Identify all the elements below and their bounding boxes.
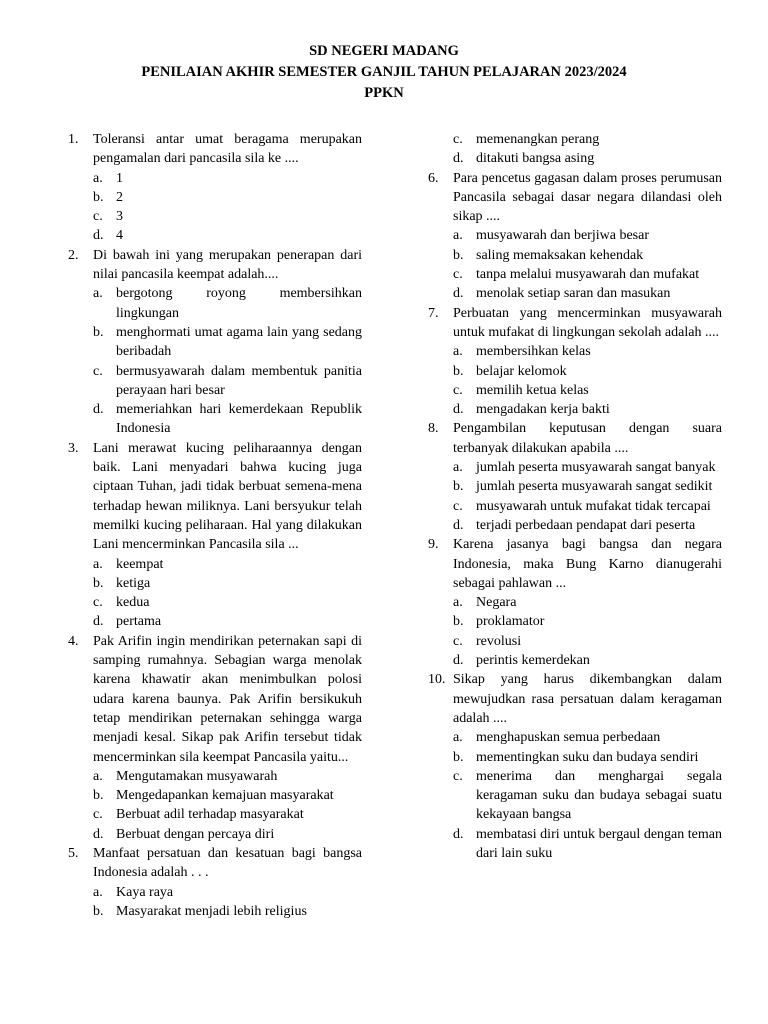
question-text: Para pencetus gagasan dalam proses perumusan Pancasila sebagai dasar negara dilandasi oleh sikap .... [453,170,722,225]
option-text: revolusi [476,633,522,649]
option-letter: b. [453,614,464,630]
answer-option [428,825,722,864]
question-number: 3. [68,440,79,456]
answer-option [428,265,722,284]
question-text: Perbuatan yang mencerminkan musyawarah untuk mufakat di lingkungan sekolah adalah .... [453,305,722,340]
option-text: keempat [116,556,164,572]
option-text: 3 [116,209,123,225]
option-letter: d. [93,402,104,418]
option-text: musyawarah dan berjiwa besar [476,228,649,244]
option-letter: c. [453,768,463,784]
answer-option [428,748,722,767]
option-letter: c. [93,363,103,379]
option-letter: c. [453,498,463,514]
option-text: Kaya raya [116,884,174,900]
left-column [68,130,362,921]
option-letter: b. [453,749,464,765]
answer-option [428,362,722,381]
option-letter: a. [453,344,463,360]
option-text: perintis kemerdekan [476,653,590,669]
option-text: memilih ketua kelas [476,382,589,398]
option-letter: c. [93,595,103,611]
answer-option [68,825,362,844]
answer-option [428,651,722,670]
answer-option [428,593,722,612]
option-text: musyawarah untuk mufakat tidak tercapai [476,498,711,514]
option-letter: c. [453,132,463,147]
question-text: Karena jasanya bagi bangsa dan negara Indonesia, maka Bung Karno dianugerahi sebagai pahlawan ... [453,537,722,591]
option-letter: a. [93,286,103,302]
right-column [428,130,722,863]
answer-option [428,728,722,747]
option-text: membersihkan kelas [476,344,591,360]
question-number: 2. [68,247,79,263]
answer-option [68,207,362,226]
answer-option [68,805,362,824]
option-letter: c. [93,209,103,225]
answer-option [68,883,362,902]
option-letter: a. [93,884,103,900]
option-text: Berbuat dengan percaya diri [116,826,275,842]
subject-title: PPKN [364,85,404,101]
answer-option [428,516,722,535]
option-text: Mengedapankan kemajuan masyarakat [116,788,334,804]
option-text: Negara [476,595,517,611]
option-letter: a. [453,460,463,476]
option-letter: b. [453,363,464,379]
option-text: Mengutamakan musyawarah [116,768,278,784]
option-text: 4 [116,228,123,244]
option-text: mengadakan kerja bakti [476,402,610,418]
question-text: Sikap yang harus dikembangkan dalam mewujudkan rasa persatuan dalam keragaman adalah .... [453,672,722,726]
answer-option [68,284,362,323]
option-letter: d. [453,286,464,302]
option-text: menolak setiap saran dan masukan [476,286,671,302]
option-letter: d. [453,402,464,418]
option-text: memenangkan perang [476,132,600,147]
answer-option [68,226,362,245]
answer-option [428,284,722,303]
option-letter: d. [453,826,464,842]
answer-option [68,574,362,593]
question [428,169,722,227]
question [68,844,362,883]
answer-option [68,400,362,439]
option-letter: d. [93,614,104,630]
option-text: bermusyawarah dalam membentuk panitia perayaan hari besar [116,363,362,398]
option-text: terjadi perbedaan pendapat dari peserta [476,517,696,533]
answer-option [68,362,362,401]
answer-option [428,477,722,496]
question [428,670,722,728]
option-text: Berbuat adil terhadap masyarakat [116,807,304,823]
answer-option [68,593,362,612]
option-text: menghormati umat agama lain yang sedang beribadah [116,324,362,360]
question-text: Manfaat persatuan dan kesatuan bagi bangsa Indonesia adalah . . . [93,845,362,881]
answer-option [428,246,722,265]
option-text: ketiga [116,575,151,591]
question [428,304,722,343]
answer-option [428,632,722,651]
question-text: Lani merawat kucing peliharaannya dengan baik. Lani menyadari bahwa kucing juga ciptaan Tuhan, jadi tidak berbuat semena-mena terhadap hewan miliknya. Lani bersyukur telah memilki kucing peliharaan. Hal yang dilakukan Lani mencerminkan Pancasila sila ... [93,440,362,553]
option-letter: d. [453,151,464,167]
answer-option [68,612,362,631]
answer-option [428,400,722,419]
option-letter: a. [93,768,103,784]
option-letter: a. [93,170,103,186]
question [68,439,362,555]
answer-option [428,226,722,245]
option-letter: a. [453,228,463,244]
option-letter: d. [453,517,464,533]
answer-option [428,767,722,825]
answer-option [428,130,722,149]
option-letter: b. [93,788,104,804]
question-number: 4. [68,633,79,649]
answer-option [428,458,722,477]
question-number: 6. [428,170,439,186]
question-text: Pengambilan keputusan dengan suara terbanyak dilakukan apabila .... [453,421,722,456]
option-text: tanpa melalui musyawarah dan mufakat [476,267,700,283]
option-text: menghapuskan semua perbedaan [476,730,661,746]
answer-option [428,497,722,516]
exam-title: PENILAIAN AKHIR SEMESTER GANJIL TAHUN PELAJARAN 2023/2024 [141,64,627,80]
question-text: Pak Arifin ingin mendirikan peternakan sapi di samping rumahnya. Sebagian warga menolak karena khawatir akan menimbulkan polosi udara karena baunya. Pak Arifin bersikukuh tetap mendirikan peternakan sehingga warga menjadi kesal. Sikap pak Arifin tersebut tidak mencerminkan sila keempat Pancasila yaitu... [93,633,362,765]
option-letter: a. [453,595,463,611]
option-letter: b. [93,575,104,591]
option-text: mementingkan suku dan budaya sendiri [476,749,699,765]
question-text: Di bawah ini yang merupakan penerapan dari nilai pancasila keempat adalah.... [93,247,362,283]
option-letter: b. [93,324,104,340]
option-text: memeriahkan hari kemerdekaan Republik Indonesia [116,402,362,437]
option-text: membatasi diri untuk bergaul dengan teman dari lain suku [476,826,722,861]
question [68,130,362,169]
school-name: SD NEGERI MADANG [309,43,459,59]
option-letter: b. [453,479,464,495]
question [428,419,722,458]
option-text: jumlah peserta musyawarah sangat sedikit [476,479,713,495]
answer-option [68,555,362,574]
option-letter: b. [93,903,104,919]
option-letter: d. [93,228,104,244]
option-text: belajar kelomok [476,363,567,379]
question-number: 7. [428,305,439,321]
question-number: 1. [68,132,79,147]
page-header [0,41,768,104]
question [68,246,362,285]
answer-option [428,342,722,361]
question-number: 10. [428,672,446,688]
option-text: jumlah peserta musyawarah sangat banyak [476,460,716,476]
option-text: pertama [116,614,162,630]
answer-option [68,786,362,805]
option-letter: b. [93,189,104,205]
option-text: Masyarakat menjadi lebih religius [116,903,307,919]
option-letter: c. [93,807,103,823]
option-letter: c. [453,633,463,649]
answer-option [428,381,722,400]
answer-option [68,323,362,362]
question-number: 8. [428,421,439,437]
answer-option [68,902,362,921]
question-number: 9. [428,537,439,553]
option-letter: b. [453,247,464,263]
option-text: bergotong royong membersihkan lingkungan [116,286,362,321]
answer-option [428,149,722,168]
option-letter: c. [453,382,463,398]
option-text: menerima dan menghargai segala keragaman suku dan budaya sebagai suatu kekayaan bangsa [476,768,722,823]
answer-option [68,188,362,207]
option-text: 2 [116,189,123,205]
question-number: 5. [68,845,79,861]
question [428,535,722,593]
answer-option [68,169,362,188]
answer-option [428,612,722,631]
answer-option [68,767,362,786]
option-text: kedua [116,595,150,611]
option-text: proklamator [476,614,545,630]
option-letter: a. [453,730,463,746]
option-letter: c. [453,267,463,283]
option-text: saling memaksakan kehendak [476,247,644,263]
question [68,632,362,767]
option-letter: a. [93,556,103,572]
option-letter: d. [453,653,464,669]
option-letter: d. [93,826,104,842]
option-text: 1 [116,170,123,186]
question-text: Toleransi antar umat beragama merupakan pengamalan dari pancasila sila ke .... [93,132,362,167]
option-text: ditakuti bangsa asing [476,151,595,167]
